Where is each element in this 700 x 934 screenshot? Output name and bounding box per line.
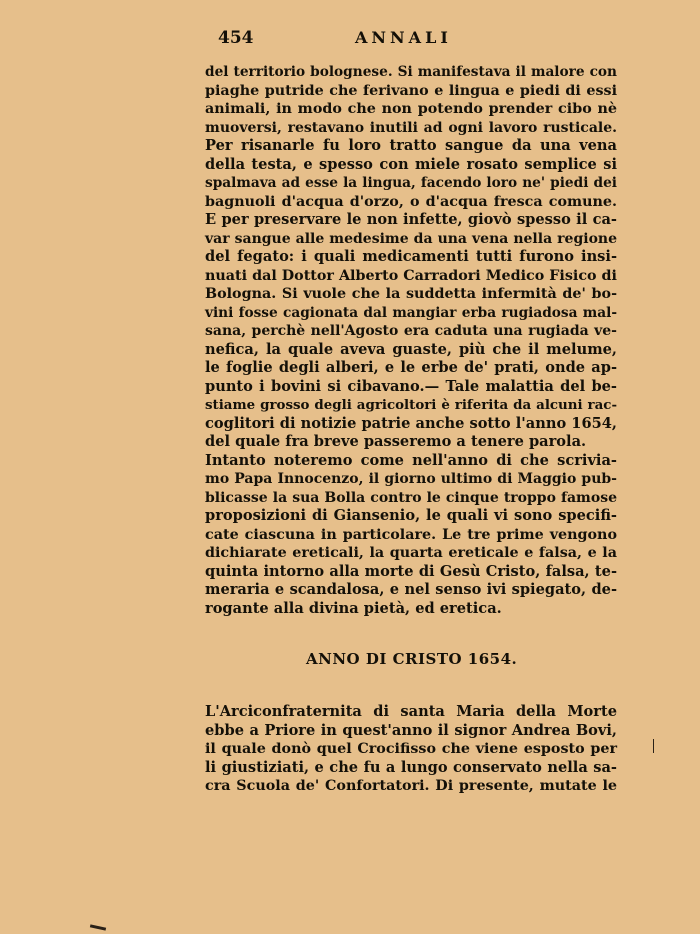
text-line: var sangue alle medesime da una vena nella regione <box>205 230 617 247</box>
second-text-block <box>205 703 617 796</box>
text-line: coglitori di notizie patrie anche sotto l'anno 1654, <box>205 414 617 432</box>
text-line: mo Papa Innocenzo, il giorno ultimo di Maggio pub- <box>205 471 617 487</box>
text-line: del fegato: i quali medicamenti tutti furono insi- <box>205 248 617 265</box>
text-line: spalmava ad esse la lingua, facendo loro ne' piedi dei <box>205 175 617 191</box>
text-line: le foglie degli alberi, e le erbe de' prati, onde ap- <box>205 359 617 376</box>
text-line: E per preservare le non infette, giovò spesso il ca- <box>205 211 617 228</box>
text-line: del quale fra breve passeremo a tenere parola. <box>205 433 587 450</box>
text-line: cate ciascuna in particolare. Le tre prime vengono <box>205 526 617 543</box>
page-number: 454 <box>218 28 254 48</box>
text-line: meraria e scandalosa, e nel senso ivi spiegato, de- <box>205 581 617 598</box>
text-line: della testa, e spesso con miele rosato semplice si <box>205 155 617 173</box>
text-line: muoversi, restavano inutili ad ogni lavoro rusticale. <box>205 119 617 136</box>
text-line: del territorio bolognese. Si manifestava il malore con <box>205 64 617 80</box>
scan-artifact <box>90 924 106 930</box>
text-line: proposizioni di Giansenio, le quali vi sono specifi- <box>205 507 617 524</box>
text-line: quinta intorno alla morte di Gesù Cristo, falsa, te- <box>205 562 617 580</box>
section-heading: ANNO DI CRISTO 1654. <box>306 650 518 668</box>
text-line: nuati dal Dottor Alberto Carradori Medico Fisico di <box>205 267 617 284</box>
text-line: Bologna. Si vuole che la suddetta infermità de' bo- <box>205 286 617 302</box>
margin-mark <box>653 739 654 753</box>
page-header <box>218 28 460 52</box>
running-title: ANNALI <box>355 28 452 47</box>
text-line: Per risanarle fu loro tratto sangue da una vena <box>205 137 617 154</box>
text-line: cra Scuola de' Confortatori. Di presente, mutate le <box>205 778 617 794</box>
text-line: vini fosse cagionata dal mangiar erba rugiadosa mal- <box>205 304 617 321</box>
text-line: Intanto noteremo come nell'anno di che scrivia- <box>205 451 617 469</box>
text-line: bagnuoli d'acqua d'orzo, o d'acqua fresca comune. <box>205 193 617 210</box>
text-line: nefica, la quale aveva guaste, più che il melume, <box>205 340 617 358</box>
text-line: piaghe putride che ferivano e lingua e piedi di essi <box>205 82 617 99</box>
text-line: animali, in modo che non potendo prender cibo nè <box>205 101 617 117</box>
text-line: ebbe a Priore in quest'anno il signor Andrea Bovi, <box>205 721 617 739</box>
text-line: blicasse la sua Bolla contro le cinque troppo famose <box>205 489 617 506</box>
text-line: rogante alla divina pietà, ed eretica. <box>205 599 502 617</box>
main-text-block <box>205 63 617 618</box>
text-line: L'Arciconfraternita di santa Maria della Morte <box>205 703 617 720</box>
text-line: il quale donò quel Crocifisso che viene esposto per <box>205 741 617 757</box>
text-line: sana, perchè nell'Agosto era caduta una rugiada ve- <box>205 323 617 339</box>
text-line: punto i bovini si cibavano.— Tale malattia del be- <box>205 377 617 395</box>
text-line: stiame grosso degli agricoltori è riferita da alcuni rac- <box>205 397 617 413</box>
text-line: li giustiziati, e che fu a lungo conservato nella sa- <box>205 758 617 776</box>
text-line: dichiarate ereticali, la quarta ereticale e falsa, e la <box>205 545 617 561</box>
